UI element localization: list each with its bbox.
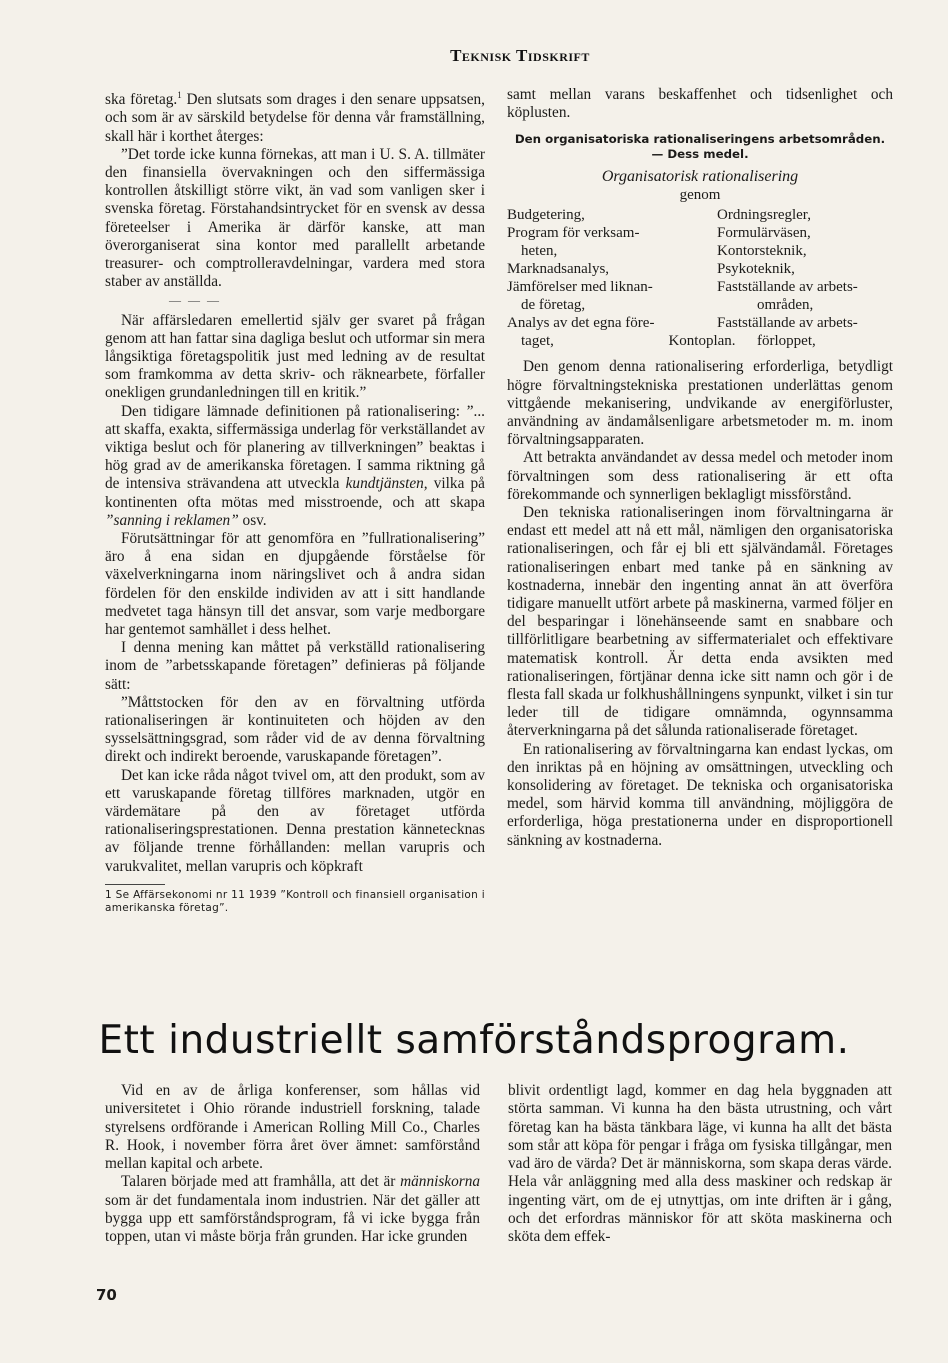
paragraph: Talaren började med att framhålla, att det är människorna som är det fundamentala inom industrien. När det gäller att bygga upp ett samförståndsprogram, få vi icke bygga från toppen, utan vi måste börja från grunden. Har icke grunden xyxy=(105,1173,480,1246)
diagram-right-list xyxy=(717,206,897,350)
diagram-item: Kontorsteknik, xyxy=(717,243,807,260)
diagram-item: Formulärväsen, xyxy=(717,225,811,242)
footnote-marker: 1 xyxy=(177,90,182,100)
rationalization-diagram xyxy=(507,168,893,352)
diagram-item: de företag, xyxy=(521,297,586,314)
article-left-column xyxy=(105,1082,480,1247)
diagram-left-list xyxy=(507,206,703,350)
diagram-item: Budgetering, xyxy=(507,207,585,224)
article-title: Ett industriellt samförståndsprogram. xyxy=(98,1018,850,1063)
diagram-subtitle: genom xyxy=(679,187,721,204)
right-column xyxy=(507,86,893,850)
diagram-item: Marknadsanalys, xyxy=(507,261,610,278)
diagram-item: Fastställande av arbets- xyxy=(717,279,858,296)
footnote: 1 Se Affärsekonomi nr 11 1939 ”Kontroll och finansiell organisation i amerikanska företag”. xyxy=(105,888,485,914)
paragraph: blivit ordentligt lagd, kommer en dag hela byggnaden att störta samman. Vi kunna ha den bästa utrustning, och vårt företag kan ha bästa tänkbara läge, vi kunna ha allt det bästa som står att köpa för pengar i fråga om fysiska tillgångar, men vad äro de värda? Det är människorna, som skapa deras värde. Hela vår anläggning med alla dess maskiner och redskap är ingenting värt, om de ej utnyttjas, om inte driften är i gång, och det erfordras människor för att sköta maskinerna och sköta dem effek- xyxy=(508,1082,892,1246)
paragraph: En rationalisering av förvaltningarna kan endast lyckas, om den inriktas på en höjning av omsättningen, utveckling och konsolidering av företaget. De tekniska och organisatoriska medel, som härvid komma till användning, möjliggöra de erforderliga, höga prestationerna under en disproportionell sänkning av kostnaderna. xyxy=(507,740,893,849)
paragraph: Det kan icke råda något tvivel om, att den produkt, som av ett varuskapande företag tillföres marknaden, utgör en värdemätare på den av företaget utförda rationaliseringsprestationen. Denna prestation kännetecknas av följande trenne förhållanden: mellan varupris och varukvalitet, mellan varupris och köpkraft xyxy=(105,766,485,875)
diagram-title: Organisatorisk rationalisering xyxy=(601,168,799,186)
diagram-item: Ordningsregler, xyxy=(717,207,811,224)
footnote-rule xyxy=(105,884,165,885)
paragraph: Den tidigare lämnade definitionen på rationalisering: ”... att skaffa, exakta, siffermässiga underlag för verkställandet av viktiga beslut och för planering av tillverkningen” beaktas i hög grad av de amerikanska företagen. I samma riktning gå de intensiva strävandena att utveckla kundtjänsten, vilka på kontinenten ofta mötas med misstroende, och att skapa ”sanning i reklamen” osv. xyxy=(105,402,485,529)
quote-paragraph: ”Det torde icke kunna förnekas, att man i U. S. A. tillmäter den finansiella övervakningen och den siffermässiga kontrollen åtskilligt större vikt, än vad som vanligen sker i svenska företag. Förstahandsintrycket för en svensk av dessa företeelser i Amerika är därför kanske, att man överorganiserat sina kontor med parallellt arbetande treasurer- och comptrolleravdelningar, vardera med stora staber av anställda. xyxy=(105,145,485,291)
article-right-column xyxy=(508,1082,892,1247)
paragraph: samt mellan varans beskaffenhet och tidsenlighet och köplusten. xyxy=(507,86,893,122)
diagram-item: taget, xyxy=(521,333,554,350)
left-column xyxy=(105,86,485,915)
separator: — — — xyxy=(169,293,221,308)
page-number: 70 xyxy=(96,1286,117,1304)
diagram-bottom: Kontoplan. xyxy=(668,333,736,350)
paragraph: ska företag.$^1$ Den slutsats som drages i den senare uppsatsen, och som är av särskild betydelse för denna vår framställning, skall här i korthet återges: xyxy=(105,90,485,145)
paragraph: Vid en av de årliga konferenser, som hållas vid universitetet i Ohio rörande industriell forskning, talade styrelsens ordförande i American Rolling Mill Co., Charles R. Hook, i november förra året över ämnet: samförstånd mellan kapital och arbete. xyxy=(105,1082,480,1173)
diagram-item: Analys av det egna före- xyxy=(507,315,655,332)
diagram-item: Jämförelser med liknan- xyxy=(507,279,653,296)
paragraph: I denna mening kan måttet på verkställd rationalisering inom de ”arbetsskapande företagen” definieras på följande sätt: xyxy=(105,639,485,693)
diagram-item: Fastställande av arbets- xyxy=(717,315,858,332)
diagram-item: heten, xyxy=(521,243,558,260)
paragraph: Den genom denna rationalisering erforderliga, betydligt högre förvaltningstekniska prestationen underlättas genom vittgående mekanisering, undvikande av energiförluster, användning av ändamålsenligare arbetsmetoder m. m. inom förvaltningsapparaten. xyxy=(507,358,893,449)
running-header: Teknisk Tidskrift xyxy=(450,46,590,65)
diagram-item: Program för verksam- xyxy=(507,225,640,242)
paragraph: ”Måttstocken för den av en förvaltning utförda rationaliseringen är kontinuiteten och höjden av den sysselsättningsgrad, som råder vid de av denna förvaltning direkt och indirekt beroende, varuskapande företagen”. xyxy=(105,693,485,766)
paragraph: När affärsledaren emellertid själv ger svaret på frågan genom att han fattar sina dagliga beslut och utformar sin mera långsiktiga företagspolitik just med ledning av de resultat som framkomma av detta skriv- och räknearbete, förfaller onekligen grundanledningen till en kritik.” xyxy=(105,311,485,402)
diagram-item: Psykoteknik, xyxy=(717,261,795,278)
section-heading: Den organisatoriska rationaliseringens arbetsområden. — Dess medel. xyxy=(514,132,886,162)
diagram-item: förloppet, xyxy=(757,333,816,350)
paragraph: Att betrakta användandet av dessa medel och metoder inom förvaltningen som dess rationalisering är ett ofta förekommande och synnerligen beklagligt missförstånd. xyxy=(507,449,893,503)
diagram-item: områden, xyxy=(757,297,814,314)
paragraph: Den tekniska rationaliseringen inom förvaltningarna är endast ett medel att nå ett mål, nämligen den organisatoriska rationaliseringen, och får ej bli ett självändamål. Företages rationaliseringen enbart med tanke på en sänkning av kostnaderna, innebär den ingenting annat än att överföra tidigare manuellt utfört arbete på maskinerna, varmed följer en del besparingar i lönehänseende samt en snabbare och tillförlitligare bearbetning av siffermaterialet och effektivare matematisk kontroll. Är detta enda avsikten med rationaliseringen, förtjänar denna icke sitt namn och gör i de flesta fall skada ur folkhushållningens synpunkt, vilket i sin tur leder till de tidigare omnämnda, ogynnsamma återverkningarna på det sålunda rationaliserade företaget. xyxy=(507,504,893,740)
paragraph: Förutsättningar för att genomföra en ”fullrationalisering” äro å ena sidan en djupgående förståelse för växelverkningarna inom näringslivet och å andra sidan fördelen för den enskilde individen av att i sitt handlande medvetet taga hänsyn till det ansvar, som varje medborgare har gentemot samhället i dess helhet. xyxy=(105,529,485,638)
